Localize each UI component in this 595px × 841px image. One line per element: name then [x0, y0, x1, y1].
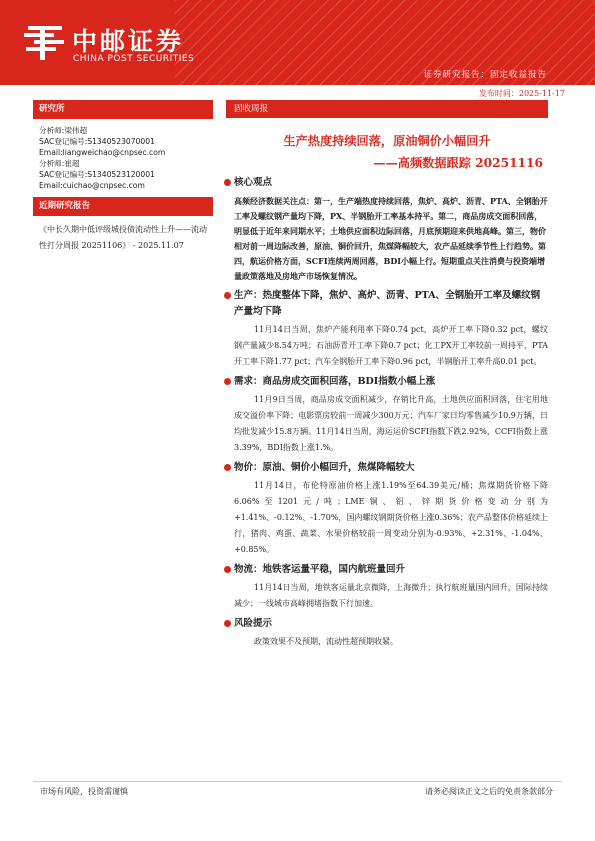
- analyst-info: [33, 119, 213, 191]
- analyst-line: 分析师:崔超: [39, 159, 80, 168]
- section-heading: 物价：原油、铜价小幅回升，焦煤降幅较大: [226, 460, 548, 476]
- section-text: 11月14日当周，焦炉产能利用率下降0.74 pct，高炉开工率下降0.32 pct，螺纹钢产量减少8.54万吨；石油沥青开工率下降0.7 pct；化工PX开工率较前一周持平，PTA开工率下降1.77 pct；汽车全钢胎开工率下降0.96 pct，半钢胎开工率升高0.01 pct。: [234, 325, 548, 366]
- section-heading: 物流：地铁客运量平稳，国内航班量回升: [226, 562, 548, 578]
- analyst-line: SAC登记编号:S1340523070001: [39, 137, 155, 146]
- bullet-dot-icon: [224, 566, 231, 573]
- china-post-logo-icon: [22, 22, 66, 62]
- section-heading: 需求：商品房成交面积回落，BDI指数小幅上涨: [226, 374, 548, 390]
- bullet-dot-icon: [224, 179, 231, 186]
- section-text: 11月14日当周，地铁客运量北京微降，上海微升；执行航班量国内回升，国际持续减少；一线城市高峰拥堵指数下行加速。: [234, 583, 548, 608]
- bullet-dot-icon: [224, 378, 231, 385]
- bullet-dot-icon: [224, 464, 231, 471]
- core-heading: 核心观点: [226, 175, 548, 191]
- main-content: [226, 100, 548, 650]
- recent-reports-bar: 近期研究报告: [33, 197, 213, 216]
- footer-left-note: 市场有风险，投资需谨慎: [40, 787, 128, 796]
- section-heading: 生产：热度整体下降，焦炉、高炉、沥青、PTA、全钢胎开工率及螺纹钢产量均下降: [226, 288, 548, 320]
- analyst-email[interactable]: Email:liangweichao@cnpsec.com: [39, 148, 166, 157]
- analyst-email[interactable]: Email:cuichao@cnpsec.com: [39, 181, 145, 190]
- report-title: 生产热度持续回落，原油铜价小幅回升: [283, 134, 491, 148]
- risk-text: 政策效果不及预期，流动性超预期收紧。: [254, 637, 398, 646]
- analyst-line: 分析师:梁伟超: [39, 126, 88, 135]
- left-sidebar: [33, 100, 213, 254]
- section-text: 11月14日，布伦特原油价格上涨1.19%至64.39美元/桶；焦煤期货价格下降6.06%至1201元/吨；LME铜、铝、锌期货价格变动分别为+1.41%、-0.12%、-1.70%，国内螺纹钢期货价格上涨0.36%；农产品整体价格延续上行，猪肉、鸡蛋、蔬菜、水果价格较前一周变动分别为-0.93%、+2.31%、-1.04%、+0.85%。: [234, 481, 548, 554]
- footer-divider: [33, 781, 562, 782]
- report-type: 证券研究报告：固定收益报告: [423, 70, 547, 80]
- report-header: [0, 0, 595, 85]
- core-view-text: 高频经济数据关注点：第一，生产端热度持续回落，焦炉、高炉、沥青、PTA、全钢胎开工率及螺纹钢产量均下降，PX、半钢胎开工率基本持平。第二，商品房成交面积回落，明显低于近年来同期水平；土地供应面积边际回落，月底预期迎来供地高峰。第三，物价相对前一周边际改善，原油、铜价回升，焦煤降幅较大，农产品延续季节性上行趋势。第四，航运价格方面，SCFI连续两周回落，BDI小幅上行。短期重点关注消费与投资端增量政策落地及房地产市场恢复情况。: [234, 196, 548, 281]
- risk-heading: 风险提示: [226, 616, 548, 632]
- recent-report-item[interactable]: 《中长久期中低评级城投债流动性上升——流动性打分周报 20251106》 - 2025.11.07: [39, 225, 207, 250]
- research-institute-bar: 研究所: [33, 100, 213, 119]
- logo-chinese-name: 中邮证券: [72, 27, 185, 56]
- analyst-line: SAC登记编号:S1340523120001: [39, 170, 155, 179]
- section-text: 11月9日当周，商品房成交面积减少，存销比升高，土地供应面积回落，住宅用地成交溢价率下降；电影票房较前一周减少300万元；汽车厂家日均零售减少10.9万辆，日均批发减少15.8万辆。11月14日当周，海运运价SCFI指数下跌2.92%，CCFI指数上涨3.39%，BDI指数上涨1.%。: [234, 395, 548, 452]
- bullet-dot-icon: [224, 292, 231, 299]
- bullet-dot-icon: [224, 620, 231, 627]
- category-bar: 固收周报: [226, 100, 548, 118]
- publish-time: 发布时间：2025-11-17: [478, 89, 565, 98]
- report-subtitle: ——高频数据跟踪 20251116: [373, 156, 543, 170]
- footer-disclaimer: 请务必阅读正文之后的免责条款部分: [425, 787, 553, 796]
- logo-english-name: CHINA POST SECURITIES: [73, 54, 195, 64]
